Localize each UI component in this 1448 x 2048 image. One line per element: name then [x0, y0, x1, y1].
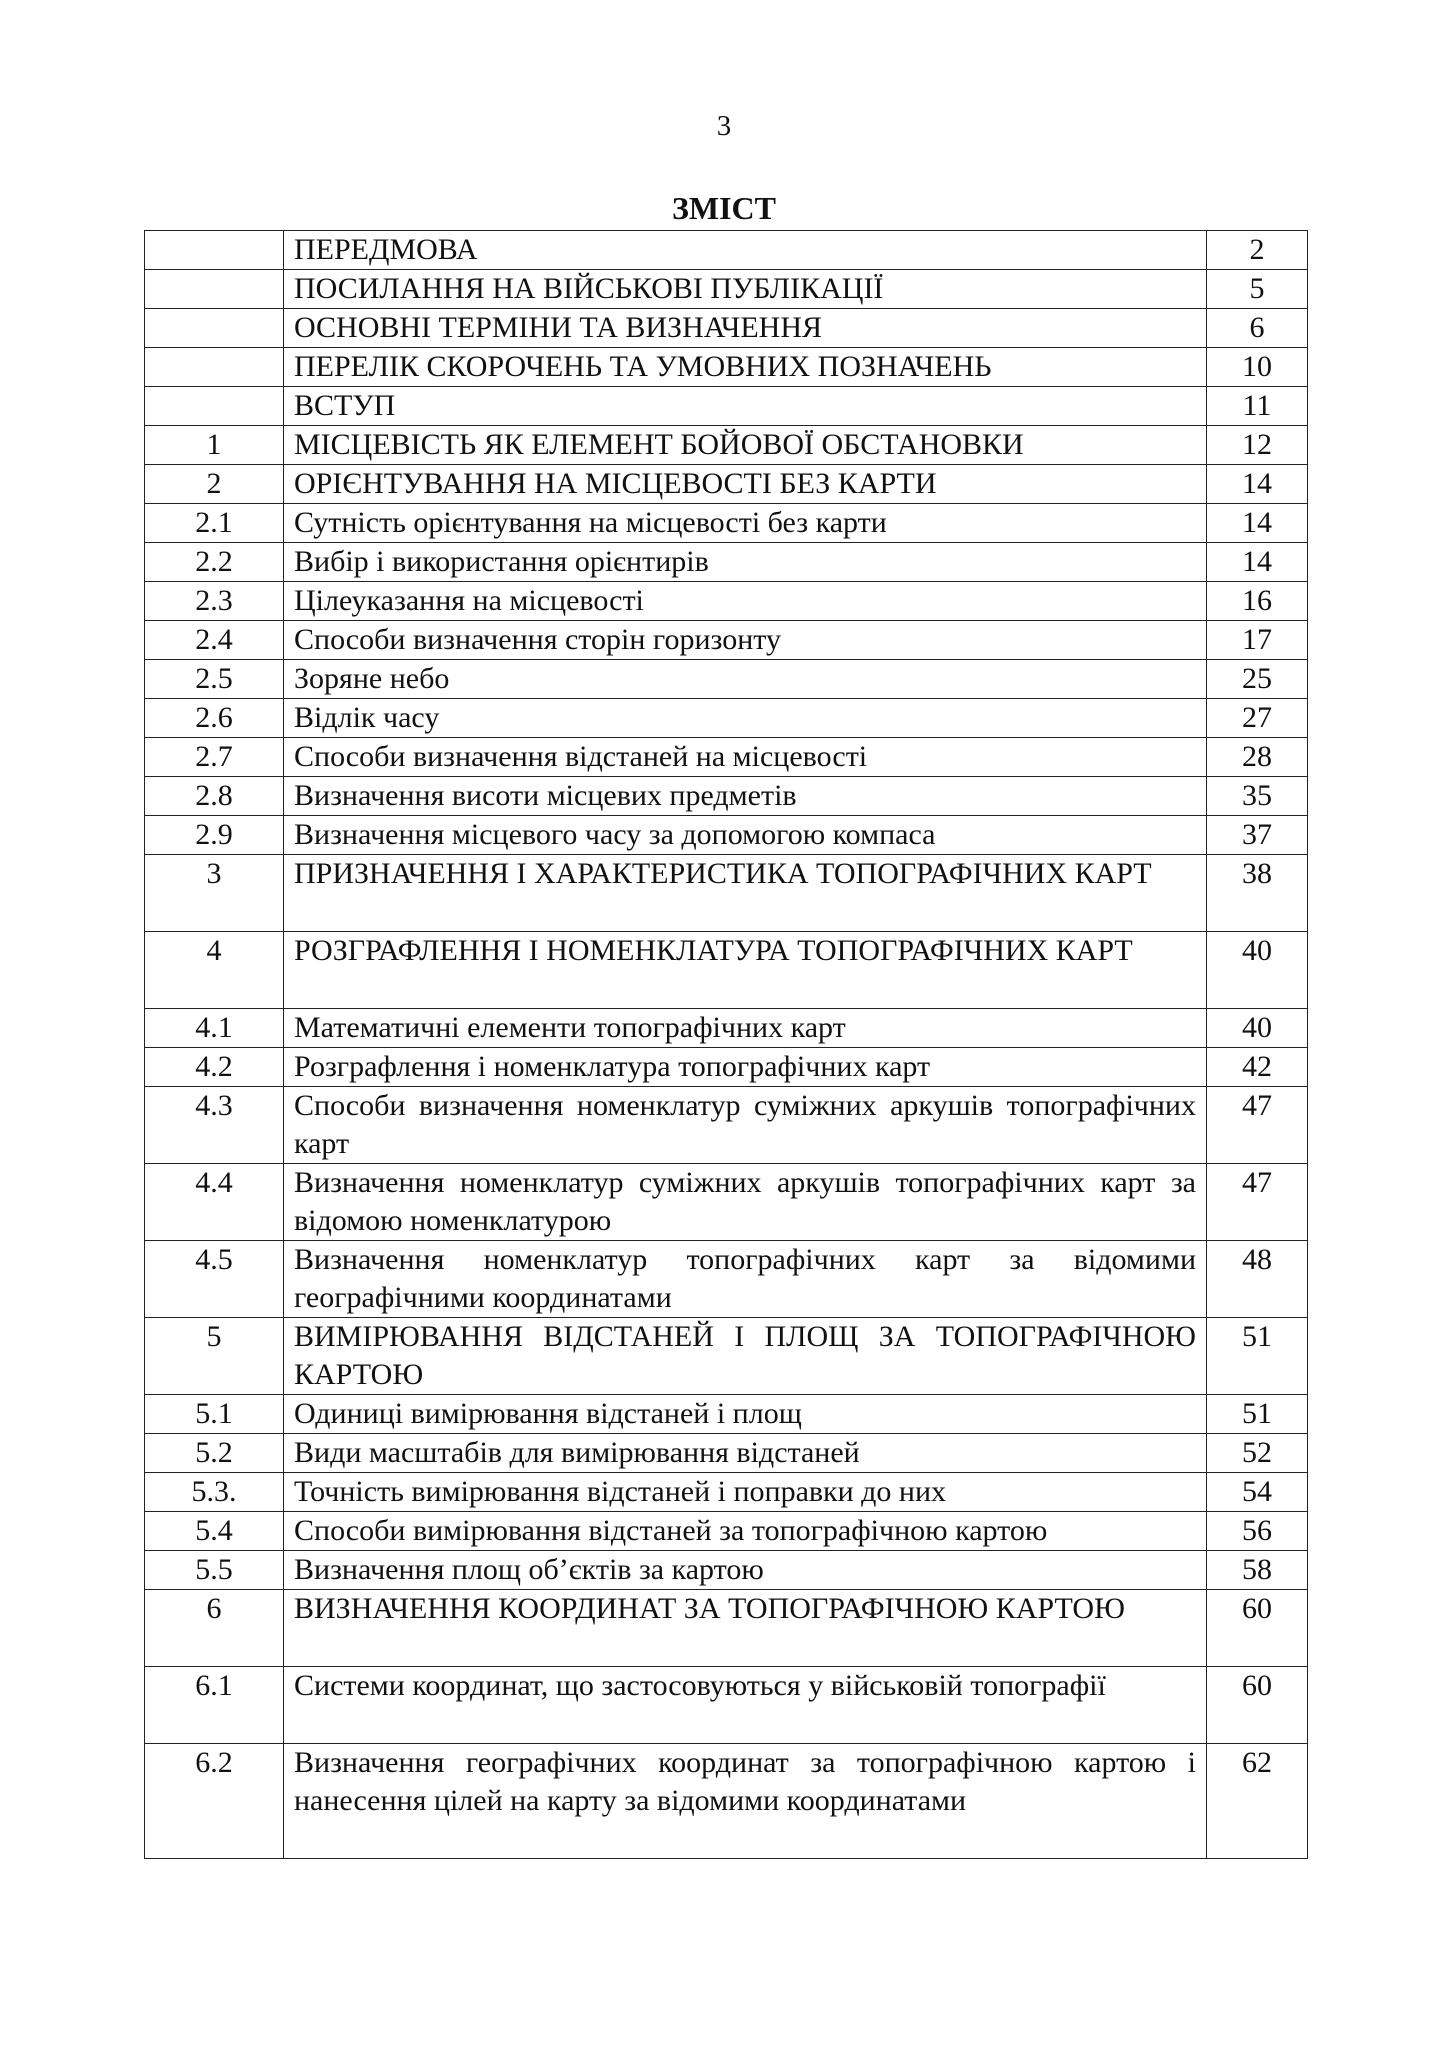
toc-row	[145, 932, 1308, 1009]
toc-row-page: 14	[1207, 543, 1308, 582]
toc-row	[145, 1395, 1308, 1434]
toc-row	[145, 816, 1308, 855]
toc-row	[145, 1048, 1308, 1087]
toc-row	[145, 1087, 1308, 1164]
page-number: 3	[716, 110, 732, 142]
toc-row-title: Визначення площ об’єктів за картою	[284, 1551, 1207, 1590]
toc-row	[145, 1512, 1308, 1551]
toc-row-page: 5	[1207, 270, 1308, 309]
toc-row-number	[145, 309, 284, 348]
toc-row	[145, 738, 1308, 777]
toc-row-title: Зоряне небо	[284, 660, 1207, 699]
toc-row-page: 47	[1207, 1087, 1308, 1164]
toc-row-page: 12	[1207, 426, 1308, 465]
toc-row-page: 47	[1207, 1164, 1308, 1241]
toc-row-page: 40	[1207, 932, 1308, 1009]
toc-row-number: 2.3	[145, 582, 284, 621]
toc-title: ЗМІСТ	[672, 190, 776, 226]
toc-row-title: Одиниці вимірювання відстаней і площ	[284, 1395, 1207, 1434]
toc-row	[145, 621, 1308, 660]
toc-row-title: Способи вимірювання відстаней за топографічною картою	[284, 1512, 1207, 1551]
toc-row	[145, 1434, 1308, 1473]
toc-row-page: 37	[1207, 816, 1308, 855]
toc-row-page: 58	[1207, 1551, 1308, 1590]
toc-row	[145, 1590, 1308, 1667]
toc-row-number: 2.8	[145, 777, 284, 816]
toc-row-number: 5.4	[145, 1512, 284, 1551]
toc-row	[145, 348, 1308, 387]
toc-row-title: Способи визначення номенклатур суміжних аркушів топографічних карт	[284, 1087, 1207, 1164]
toc-row	[145, 231, 1308, 270]
toc-row-title: ВИЗНАЧЕННЯ КООРДИНАТ ЗА ТОПОГРАФІЧНОЮ КАРТОЮ	[284, 1590, 1207, 1667]
toc-row-number	[145, 387, 284, 426]
toc-row	[145, 504, 1308, 543]
toc-row-page: 38	[1207, 855, 1308, 932]
toc-row	[145, 387, 1308, 426]
toc-row-title: Системи координат, що застосовуються у військовій топографії	[284, 1667, 1207, 1744]
toc-row-title: Види масштабів для вимірювання відстаней	[284, 1434, 1207, 1473]
toc-row-page: 14	[1207, 465, 1308, 504]
toc-row-number: 5	[145, 1318, 284, 1395]
toc-row-title: ПРИЗНАЧЕННЯ І ХАРАКТЕРИСТИКА ТОПОГРАФІЧНИХ КАРТ	[284, 855, 1207, 932]
toc-row	[145, 1473, 1308, 1512]
toc-row-title: Визначення географічних координат за топографічною картою і нанесення цілей на карту за відомими координатами	[284, 1744, 1207, 1859]
toc-row	[145, 543, 1308, 582]
toc-row-page: 11	[1207, 387, 1308, 426]
toc-row-page: 52	[1207, 1434, 1308, 1473]
toc-row	[145, 309, 1308, 348]
toc-row	[145, 270, 1308, 309]
toc-row-title: Визначення висоти місцевих предметів	[284, 777, 1207, 816]
toc-row-page: 60	[1207, 1590, 1308, 1667]
toc-table	[144, 230, 1308, 1859]
toc-row-page: 48	[1207, 1241, 1308, 1318]
toc-row	[145, 855, 1308, 932]
toc-row-number: 2.4	[145, 621, 284, 660]
toc-row-page: 56	[1207, 1512, 1308, 1551]
toc-row-title: Сутність орієнтування на місцевості без карти	[284, 504, 1207, 543]
toc-row-title: Способи визначення сторін горизонту	[284, 621, 1207, 660]
toc-row-page: 51	[1207, 1395, 1308, 1434]
toc-row-title: РОЗГРАФЛЕННЯ І НОМЕНКЛАТУРА ТОПОГРАФІЧНИХ КАРТ	[284, 932, 1207, 1009]
toc-row-page: 25	[1207, 660, 1308, 699]
toc-row-page: 60	[1207, 1667, 1308, 1744]
toc-row-title: ОСНОВНІ ТЕРМІНИ ТА ВИЗНАЧЕННЯ	[284, 309, 1207, 348]
toc-row	[145, 777, 1308, 816]
toc-row-page: 28	[1207, 738, 1308, 777]
toc-row-number: 2.9	[145, 816, 284, 855]
toc-row-title: МІСЦЕВІСТЬ ЯК ЕЛЕМЕНТ БОЙОВОЇ ОБСТАНОВКИ	[284, 426, 1207, 465]
toc-row-number: 2.5	[145, 660, 284, 699]
toc-row-number: 6.1	[145, 1667, 284, 1744]
toc-row-number: 5.5	[145, 1551, 284, 1590]
toc-row	[145, 1009, 1308, 1048]
toc-row-number: 4.3	[145, 1087, 284, 1164]
toc-row-number: 4.5	[145, 1241, 284, 1318]
toc-row	[145, 1667, 1308, 1744]
toc-row-page: 42	[1207, 1048, 1308, 1087]
toc-row-number: 4	[145, 932, 284, 1009]
toc-row-title: Розграфлення і номенклатура топографічних карт	[284, 1048, 1207, 1087]
toc-row-page: 14	[1207, 504, 1308, 543]
toc-row-number: 6.2	[145, 1744, 284, 1859]
toc-row-title: ВСТУП	[284, 387, 1207, 426]
toc-row-number: 4.2	[145, 1048, 284, 1087]
toc-row-number: 6	[145, 1590, 284, 1667]
toc-row-number	[145, 348, 284, 387]
toc-row-page: 62	[1207, 1744, 1308, 1859]
toc-row	[145, 1318, 1308, 1395]
toc-row-title: Вибір і використання орієнтирів	[284, 543, 1207, 582]
toc-row-page: 17	[1207, 621, 1308, 660]
toc-row-number: 4.1	[145, 1009, 284, 1048]
toc-row-title: Математичні елементи топографічних карт	[284, 1009, 1207, 1048]
toc-row-number: 3	[145, 855, 284, 932]
toc-row-page: 16	[1207, 582, 1308, 621]
toc-row-number: 2.6	[145, 699, 284, 738]
toc-row-title: ПЕРЕДМОВА	[284, 231, 1207, 270]
toc-row-title: Способи визначення відстаней на місцевості	[284, 738, 1207, 777]
toc-row-number: 5.2	[145, 1434, 284, 1473]
toc-row-number: 1	[145, 426, 284, 465]
toc-row-title: Відлік часу	[284, 699, 1207, 738]
toc-row-title: ВИМІРЮВАННЯ ВІДСТАНЕЙ І ПЛОЩ ЗА ТОПОГРАФІЧНОЮ КАРТОЮ	[284, 1318, 1207, 1395]
toc-row	[145, 1241, 1308, 1318]
toc-row-number: 2.1	[145, 504, 284, 543]
toc-row-page: 27	[1207, 699, 1308, 738]
toc-row	[145, 582, 1308, 621]
toc-row-number: 5.3.	[145, 1473, 284, 1512]
toc-row-title: Визначення місцевого часу за допомогою компаса	[284, 816, 1207, 855]
toc-row-page: 40	[1207, 1009, 1308, 1048]
toc-row	[145, 1744, 1308, 1859]
toc-row-title: Цілеуказання на місцевості	[284, 582, 1207, 621]
toc-row-title: Точність вимірювання відстаней і поправки до них	[284, 1473, 1207, 1512]
toc-row	[145, 465, 1308, 504]
toc-row-page: 2	[1207, 231, 1308, 270]
toc-row-number	[145, 231, 284, 270]
toc-row-page: 54	[1207, 1473, 1308, 1512]
toc-row-title: ОРІЄНТУВАННЯ НА МІСЦЕВОСТІ БЕЗ КАРТИ	[284, 465, 1207, 504]
toc-row	[145, 1164, 1308, 1241]
toc-row-number	[145, 270, 284, 309]
toc-row-title: ПОСИЛАННЯ НА ВІЙСЬКОВІ ПУБЛІКАЦІЇ	[284, 270, 1207, 309]
toc-row-number: 2	[145, 465, 284, 504]
toc-row-page: 6	[1207, 309, 1308, 348]
toc-row-number: 4.4	[145, 1164, 284, 1241]
toc-row-page: 51	[1207, 1318, 1308, 1395]
toc-row-title: Визначення номенклатур топографічних карт за відомими географічними координатами	[284, 1241, 1207, 1318]
toc-row	[145, 660, 1308, 699]
toc-row	[145, 426, 1308, 465]
toc-row-page: 35	[1207, 777, 1308, 816]
toc-row-number: 2.7	[145, 738, 284, 777]
toc-row-number: 2.2	[145, 543, 284, 582]
toc-row-number: 5.1	[145, 1395, 284, 1434]
toc-row-title: Визначення номенклатур суміжних аркушів топографічних карт за відомою номенклатурою	[284, 1164, 1207, 1241]
toc-row	[145, 1551, 1308, 1590]
toc-row-title: ПЕРЕЛІК СКОРОЧЕНЬ ТА УМОВНИХ ПОЗНАЧЕНЬ	[284, 348, 1207, 387]
toc-row	[145, 699, 1308, 738]
toc-row-page: 10	[1207, 348, 1308, 387]
